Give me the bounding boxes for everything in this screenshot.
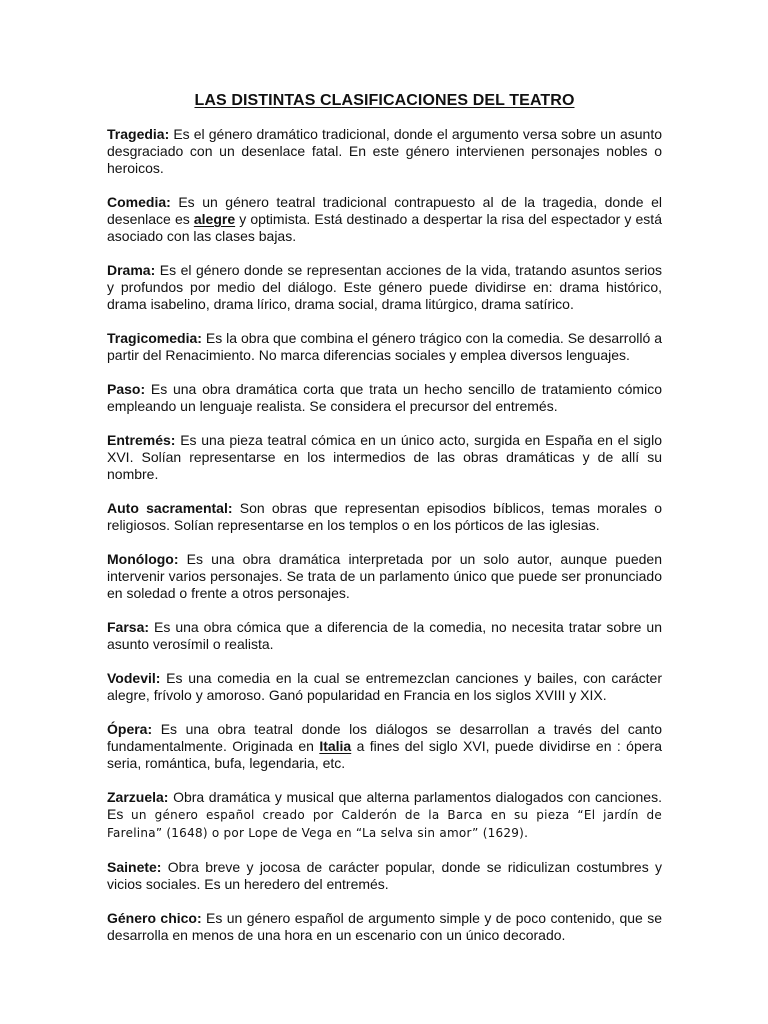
term-paso: Paso: (107, 381, 146, 397)
entry-drama (107, 262, 662, 313)
emphasis-italia: Italia (319, 738, 352, 754)
entry-farsa (107, 619, 662, 653)
entry-auto-sacramental (107, 500, 662, 534)
definition-sainete: Obra breve y jocosa de carácter popular, donde se ridiculizan costumbres y vicios sociales. Es un heredero del entremés. (107, 859, 662, 892)
entry-opera (107, 721, 662, 772)
entry-vodevil (107, 670, 662, 704)
definition-zarzuela: Obra dramática y musical que alterna parlamentos dialogados con canciones. Es (107, 789, 662, 822)
definition-genero-chico: Es un género español de argumento simple y de poco contenido, que se desarrolla en menos de una hora en un escenario con un único decorado. (107, 910, 662, 943)
definition-opera-start: Es una obra teatral donde los diálogos se desarrollan a través del canto fundamentalmente. Originada en (107, 721, 662, 754)
term-entremes: Entremés: (107, 432, 176, 448)
term-sainete: Sainete: (107, 859, 162, 875)
term-drama: Drama: (107, 262, 156, 278)
definition-farsa: Es una obra cómica que a diferencia de la comedia, no necesita tratar sobre un asunto verosímil o realista. (107, 619, 662, 652)
term-comedia: Comedia: (107, 194, 171, 210)
definition-entremes: Es una pieza teatral cómica en un único acto, surgida en España en el siglo XVI. Solían representarse en los intermedios de las obras dramáticas y de allí su nombre. (107, 432, 662, 482)
entry-zarzuela (107, 789, 662, 842)
entry-comedia (107, 194, 662, 245)
definition-opera-end: a fines del siglo XVI, puede dividirse en : ópera seria, romántica, bufa, legendaria, etc. (107, 738, 662, 771)
entry-paso (107, 381, 662, 415)
definition-comedia-end: y optimista. Está destinado a despertar la risa del espectador y está asociado con las clases bajas. (107, 211, 662, 244)
entry-tragicomedia (107, 330, 662, 364)
definition-monologo: Es una obra dramática interpretada por un solo autor, aunque pueden intervenir varios personajes. Se trata de un parlamento único que puede ser pronunciado en soledad o frente a otros personajes. (107, 551, 662, 601)
definition-vodevil: Es una comedia en la cual se entremezclan canciones y bailes, con carácter alegre, frívolo y amoroso. Ganó popularidad en Francia en los siglos XVIII y XIX. (107, 670, 662, 703)
definition-comedia-start: Es un género teatral tradicional contrapuesto al de la tragedia, donde el desenlace es (107, 194, 662, 227)
entry-genero-chico (107, 910, 662, 944)
entry-sainete (107, 859, 662, 893)
definition-tragicomedia: Es la obra que combina el género trágico con la comedia. Se desarrolló a partir del Renacimiento. No marca diferencias sociales y emplea diversos lenguajes. (107, 330, 662, 363)
term-opera: Ópera: (107, 721, 153, 737)
term-vodevil: Vodevil: (107, 670, 161, 686)
term-farsa: Farsa: (107, 619, 150, 635)
emphasis-alegre: alegre (193, 211, 236, 227)
definition-zarzuela-continued: un género español creado por Calderón de la Barca en su pieza “El jardín de Farelina” (1648) o por Lope de Vega en “La selva sin amor” (1629). (107, 808, 662, 840)
document-title: LAS DISTINTAS CLASIFICACIONES DEL TEATRO (194, 92, 575, 109)
term-genero-chico: Género chico: (107, 910, 202, 926)
term-tragicomedia: Tragicomedia: (107, 330, 202, 346)
term-monologo: Monólogo: (107, 551, 179, 567)
entry-tragedia (107, 126, 662, 177)
entry-monologo (107, 551, 662, 602)
definition-auto-sacramental: Son obras que representan episodios bíblicos, temas morales o religiosos. Solían representarse en los templos o en los pórticos de las iglesias. (107, 500, 662, 533)
definition-paso: Es una obra dramática corta que trata un hecho sencillo de tratamiento cómico empleando un lenguaje realista. Se considera el precursor del entremés. (107, 381, 662, 414)
definition-tragedia: Es el género dramático tradicional, donde el argumento versa sobre un asunto desgraciado con un desenlace fatal. En este género intervienen personajes nobles o heroicos. (107, 126, 662, 176)
definition-drama: Es el género donde se representan acciones de la vida, tratando asuntos serios y profundos por medio del diálogo. Este género puede dividirse en: drama histórico, drama isabelino, drama lírico, drama social, drama litúrgico, drama satírico. (107, 262, 662, 312)
term-tragedia: Tragedia: (107, 126, 170, 142)
term-zarzuela: Zarzuela: (107, 789, 169, 805)
term-auto-sacramental: Auto sacramental: (107, 500, 233, 516)
entry-entremes (107, 432, 662, 483)
